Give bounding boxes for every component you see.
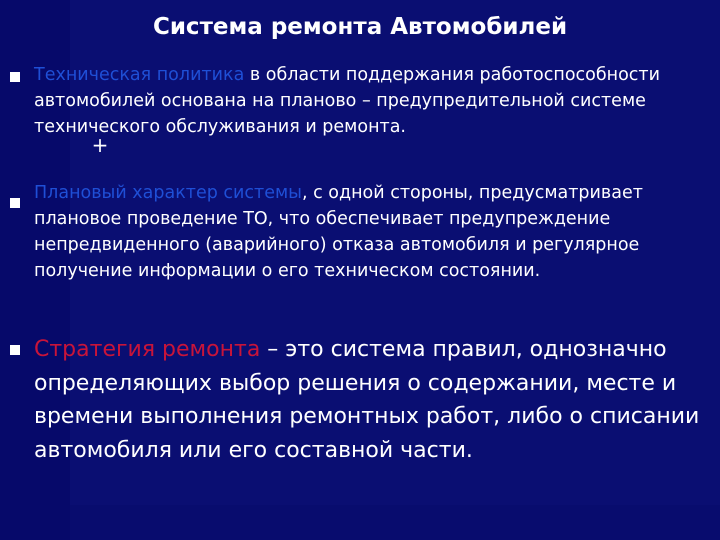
bullet-text-3 (34, 333, 714, 467)
bullet-square-icon (10, 72, 20, 82)
bullet-text-2 (34, 180, 706, 284)
slide-title: Система ремонта Автомобилей (152, 14, 568, 40)
bullet-square-icon (10, 345, 20, 355)
bullet-body-3: – это система правил, однозначно определяющих выбор решения о содержании, месте и времени выполнения ремонтных работ, либо о списании автомобиля или его составной части. (34, 337, 700, 463)
term-planned-character: Плановый характер системы (34, 183, 302, 203)
bottom-panel-decoration (70, 505, 720, 540)
term-technical-policy: Техническая политика (34, 65, 245, 85)
term-repair-strategy: Стратегия ремонта (34, 337, 261, 362)
bullet-body-1: в области поддержания работоспособности автомобилей основана на планово – предупредительной системе технического обслуживания и ремонта. (34, 65, 660, 137)
bullet-square-icon (10, 198, 20, 208)
sparkle-icon: + (91, 133, 109, 157)
bullet-body-2: , с одной стороны, предусматривает плановое проведение ТО, что обеспечивает предупреждение непредвиденного (аварийного) отказа автомобиля и регулярное получение информации о его техническом состоянии. (34, 183, 643, 281)
bullet-text-1 (34, 62, 706, 140)
